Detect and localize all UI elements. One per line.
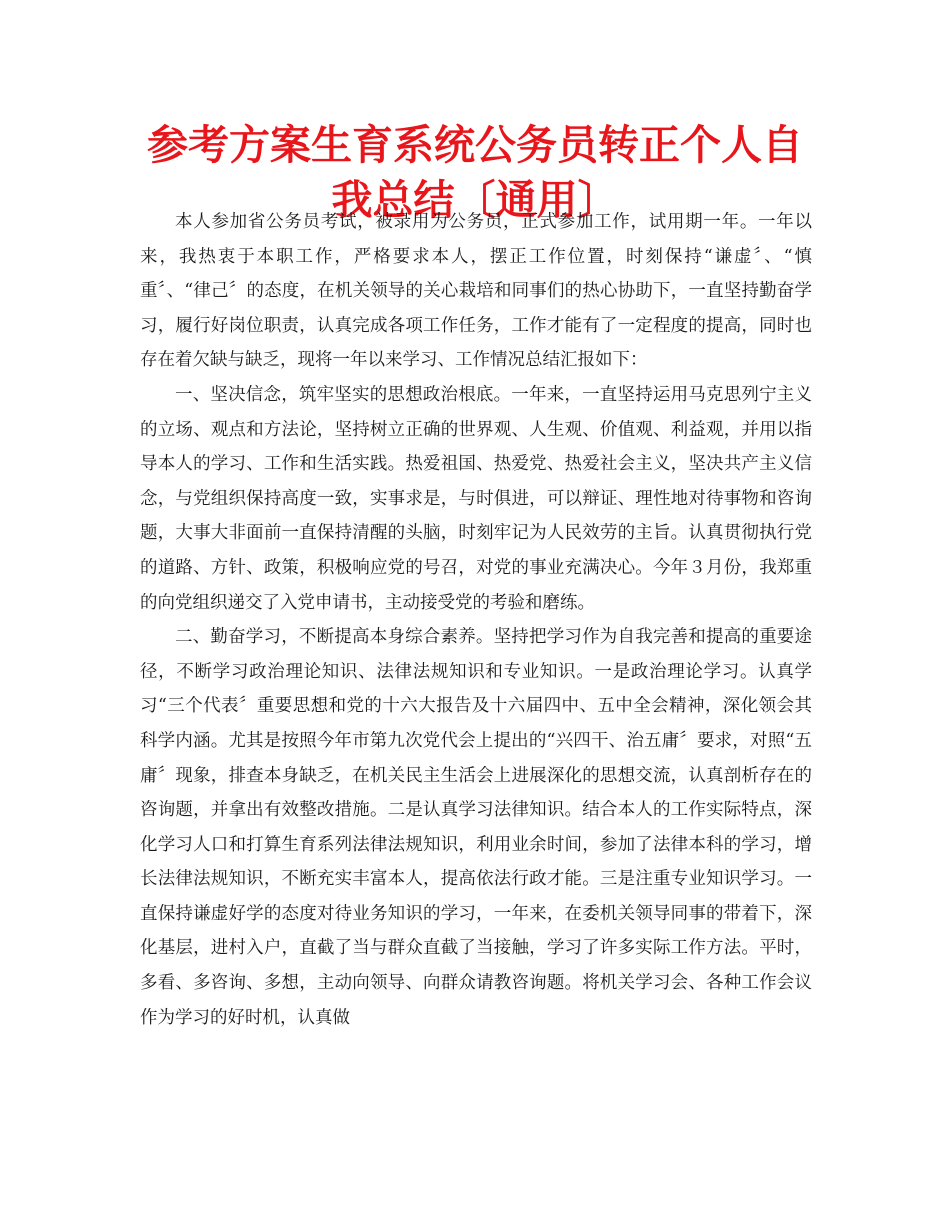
paragraph-intro: 本人参加省公务员考试，被录用为公务员，正式参加工作，试用期一年。一年以来，我热衷于本职工作，严格要求本人，摆正工作位置，时刻保持“谦虚〞、“慎重〞、“律己〞的态度，在机关领导的关心栽培和同事们的热心协助下，一直坚持勤奋学习，履行好岗位职责，认真完成各项工作任务，工作才能有了一定程度的提高，同时也存在着欠缺与缺乏，现将一年以来学习、工作情况总结汇报如下： [140,212,812,371]
paragraph-section-two: 二、勤奋学习，不断提高本身综合素养。坚持把学习作为自我完善和提高的重要途径，不断学习政治理论知识、法律法规知识和专业知识。一是政治理论学习。认真学习“三个代表〞重要思想和党的十六大报告及十六届四中、五中全会精神，深化领会其科学内涵。尤其是按照今年市第九次党代会上提出的“兴四干、治五庸〞要求，对照“五庸〞现象，排查本身缺乏，在机关民主生活会上进展深化的思想交流，认真剖析存在的咨询题，并拿出有效整改措施。二是认真学习法律知识。结合本人的工作实际特点，深化学习人口和打算生育系列法律法规知识，利用业余时间，参加了法律本科的学习，增长法律法规知识，不断充实丰富本人，提高依法行政才能。三是注重专业知识学习。一直保持谦虚好学的态度对待业务知识的学习，一年来，在委机关领导同事的带着下，深化基层，进村入户，直截了当与群众直截了当接触，学习了许多实际工作方法。平时，多看、多咨询、多想，主动向领导、向群众请教咨询题。将机关学习会、各种工作会议作为学习的好时机，认真做 [140,627,812,1028]
document-body [140,205,812,1035]
document-title: 参考方案生育系统公务员转正个人自我总结〔通用〕 [147,121,803,224]
paragraph-section-one: 一、坚决信念，筑牢坚实的思想政治根底。一年来，一直坚持运用马克思列宁主义的立场、观点和方法论，坚持树立正确的世界观、人生观、价值观、利益观，并用以指导本人的学习、工作和生活实践。热爱祖国、热爱党、热爱社会主义，坚决共产主义信念，与党组织保持高度一致，实事求是，与时俱进，可以辩证、理性地对待事物和咨询题，大事大非面前一直保持清醒的头脑，时刻牢记为人民效劳的主旨。认真贯彻执行党的道路、方针、政策，积极响应党的号召，对党的事业充满决心。今年３月份，我郑重的向党组织递交了入党申请书，主动接受党的考验和磨练。 [140,384,812,613]
